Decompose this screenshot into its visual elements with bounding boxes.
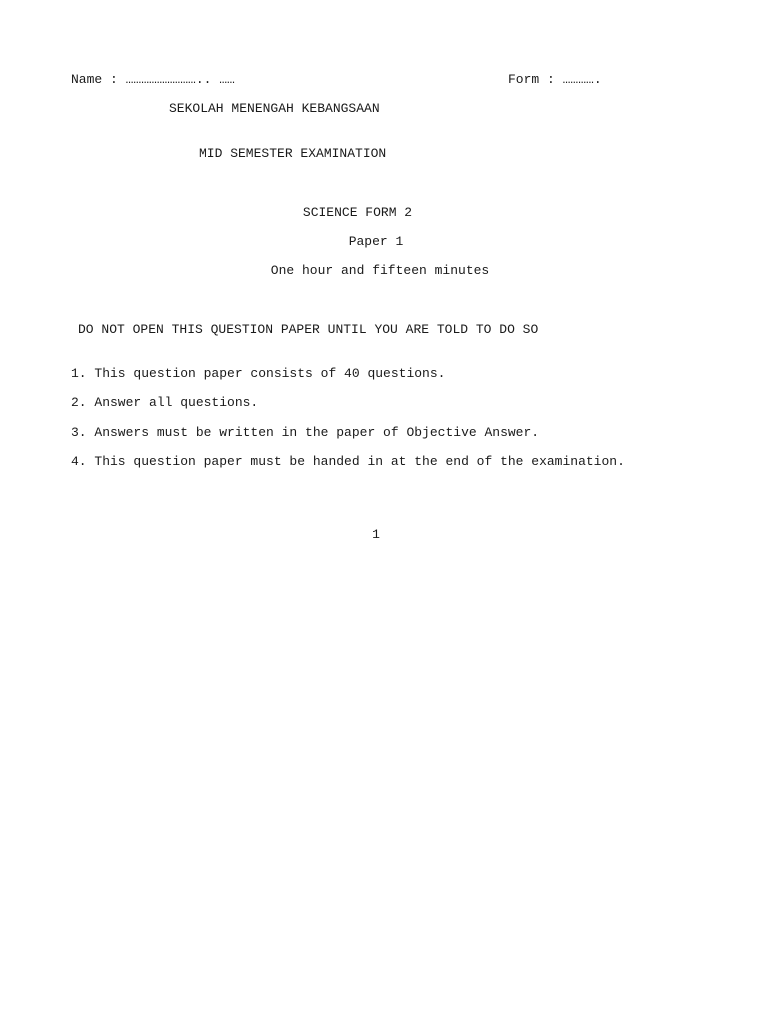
instruction-item: 1. This question paper consists of 40 questions. (71, 366, 446, 381)
exam-title: MID SEMESTER EXAMINATION (199, 146, 387, 161)
warning-notice: DO NOT OPEN THIS QUESTION PAPER UNTIL YOU ARE TOLD TO DO SO (78, 322, 539, 337)
name-field-label: Name : ……………………….. …… (71, 72, 235, 87)
exam-duration: One hour and fifteen minutes (270, 263, 490, 278)
instruction-item: 4. This question paper must be handed in at the end of the examination. (71, 453, 625, 469)
instruction-item: 3. Answers must be written in the paper of Objective Answer. (71, 424, 540, 440)
school-name: SEKOLAH MENENGAH KEBANGSAAN (169, 101, 380, 116)
paper-number: Paper 1 (348, 234, 404, 249)
subject-title: SCIENCE FORM 2 (302, 205, 413, 220)
form-field-label: Form : …………. (508, 72, 602, 87)
page-number: 1 (372, 527, 380, 542)
instruction-item: 2. Answer all questions. (71, 395, 259, 411)
instructions-list (71, 366, 625, 483)
